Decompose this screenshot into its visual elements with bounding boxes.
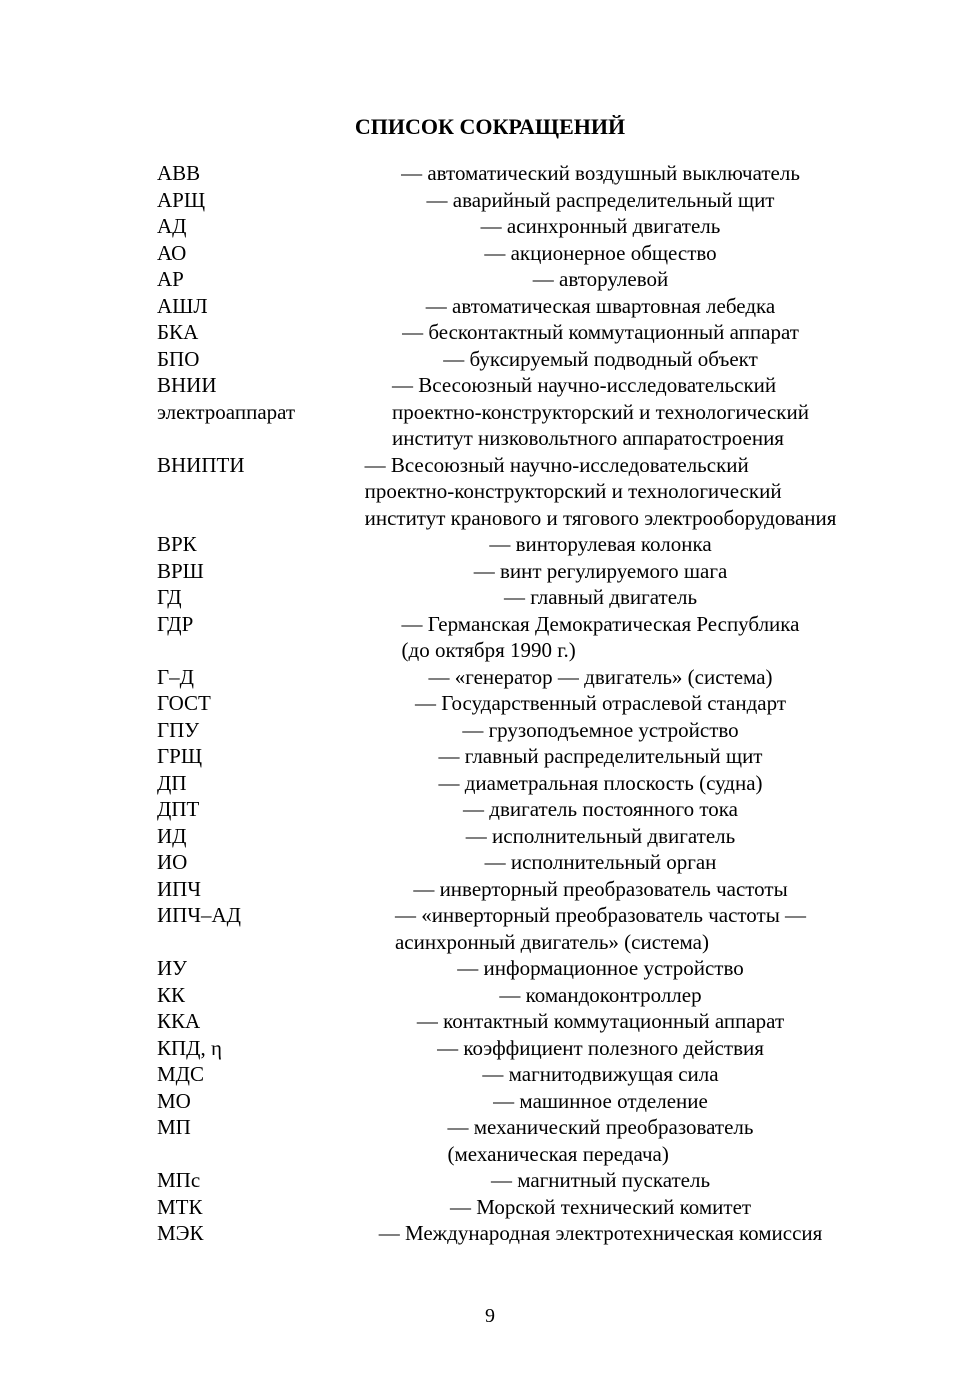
abbreviation-term: АР <box>157 267 184 291</box>
abbreviation-term: ИПЧ–АД <box>157 903 241 927</box>
abbreviation-term: АВВ <box>157 161 201 185</box>
abbreviation-entry <box>157 1008 877 1035</box>
abbreviation-definition: — магнитодвижущая сила <box>482 1062 719 1086</box>
abbreviation-term: ВРК <box>157 532 197 556</box>
abbreviation-definition: — грузоподъемное устройство <box>462 717 739 742</box>
abbreviation-definition: — машинное отделение <box>493 1088 708 1113</box>
abbreviation-term: МЭК <box>157 1221 204 1245</box>
abbreviation-entry <box>157 187 877 214</box>
abbreviation-definition: — винторулевая колонка <box>489 532 712 556</box>
abbreviation-term: ИО <box>157 850 188 874</box>
abbreviation-entry <box>157 770 877 797</box>
abbreviation-term: МО <box>157 1088 191 1113</box>
abbreviation-definition: — автоматическая швартовная лебедка <box>425 293 776 318</box>
abbreviation-definition: — коэффициент полезного действия <box>437 1035 764 1060</box>
abbreviation-definition: — двигатель постоянного тока <box>463 797 738 821</box>
abbreviation-definition: — авторулевой <box>532 267 669 291</box>
abbreviation-definition: — «инверторный преобразователь частоты — асинхронный двигатель» (система) <box>394 903 807 954</box>
abbreviation-entry <box>157 1088 877 1115</box>
abbreviation-term: ГДР <box>157 611 194 636</box>
abbreviation-entry <box>157 611 877 664</box>
abbreviation-definition: — Всесоюзный научно-исследовательский проектно-конструкторский и технологический институт кранового и тягового электрооборудования <box>364 452 837 530</box>
abbreviation-term: АД <box>157 214 187 238</box>
abbreviation-entry <box>157 266 877 293</box>
abbreviation-entry <box>157 1035 877 1062</box>
abbreviation-definition: — исполнительный двигатель <box>465 823 736 848</box>
abbreviation-entry <box>157 558 877 585</box>
abbreviation-definition: — Морской технический комитет <box>449 1194 752 1219</box>
abbreviation-definition: — акционерное общество <box>484 240 717 265</box>
abbreviation-entry <box>157 1167 877 1194</box>
abbreviation-term: ГПУ <box>157 717 200 742</box>
abbreviation-term: ВНИИ электроаппарат <box>157 373 296 424</box>
abbreviation-term: Г–Д <box>157 664 194 689</box>
abbreviation-entry <box>157 876 877 903</box>
abbreviation-term: МП <box>157 1115 191 1139</box>
abbreviation-term: ВРШ <box>157 558 204 583</box>
abbreviation-definition: — контактный коммутационный аппарат <box>416 1009 785 1033</box>
abbreviation-definition: — главный распределительный щит <box>438 744 763 768</box>
abbreviation-term: ГРЩ <box>157 744 203 768</box>
abbreviation-term: ГОСТ <box>157 691 211 715</box>
abbreviation-definition: — информационное устройство <box>457 956 744 980</box>
abbreviation-term: ИУ <box>157 956 188 980</box>
abbreviation-term: ДП <box>157 770 187 795</box>
abbreviation-definition: — исполнительный орган <box>484 850 717 874</box>
abbreviation-entry <box>157 849 877 876</box>
abbreviation-definition: — Германская Демократическая Республика (до октября 1990 г.) <box>401 611 800 662</box>
abbreviation-entry <box>157 213 877 240</box>
abbreviation-term: МПс <box>157 1168 201 1192</box>
abbreviation-term: БПО <box>157 346 200 371</box>
abbreviation-term: КК <box>157 982 186 1007</box>
abbreviation-entry <box>157 293 877 320</box>
abbreviation-entry <box>157 796 877 823</box>
page-title: СПИСОК СОКРАЩЕНИЙ <box>354 114 626 139</box>
page-number: 9 <box>485 1305 495 1327</box>
abbreviation-definition: — механический преобразователь (механическая передача) <box>447 1115 754 1166</box>
abbreviation-entry <box>157 372 877 452</box>
abbreviation-entry <box>157 1114 877 1167</box>
abbreviation-term: АРЩ <box>157 187 206 212</box>
abbreviation-entry <box>157 1061 877 1088</box>
abbreviation-definition: — главный двигатель <box>503 585 698 609</box>
abbreviation-entry <box>157 743 877 770</box>
abbreviation-entry <box>157 664 877 691</box>
abbreviation-definition: — аварийный распределительный щит <box>426 187 775 212</box>
abbreviation-entry <box>157 584 877 611</box>
abbreviation-definition: — винт регулируемого шага <box>473 558 728 583</box>
abbreviation-definition: — диаметральная плоскость (судна) <box>438 770 763 795</box>
abbreviation-term: ДПТ <box>157 797 200 821</box>
abbreviation-entry <box>157 955 877 982</box>
abbreviation-term: ГД <box>157 585 182 609</box>
abbreviation-term: ККА <box>157 1009 201 1033</box>
abbreviation-term: ИПЧ <box>157 876 201 901</box>
abbreviation-entry <box>157 982 877 1009</box>
abbreviation-definition: — буксируемый подводный объект <box>443 346 758 371</box>
abbreviation-entry <box>157 717 877 744</box>
abbreviation-definition: — асинхронный двигатель <box>480 214 721 238</box>
abbreviation-definition: — Всесоюзный научно-исследовательский проектно-конструкторский и технологический институт низковольтного аппаратостроения <box>392 373 809 450</box>
abbreviation-term: МТК <box>157 1194 203 1219</box>
abbreviation-definition: — инверторный преобразователь частоты <box>413 876 788 901</box>
abbreviation-entry <box>157 346 877 373</box>
abbreviation-entry <box>157 531 877 558</box>
abbreviation-term: КПД, η <box>157 1035 222 1060</box>
abbreviation-definition: — «генератор — двигатель» (система) <box>428 664 773 689</box>
abbreviation-definition: — бесконтактный коммутационный аппарат <box>402 320 799 344</box>
abbreviation-definition: — Международная электротехническая комиссия <box>378 1221 823 1245</box>
abbreviation-definition: — магнитный пускатель <box>490 1168 711 1192</box>
abbreviation-term: БКА <box>157 320 199 344</box>
abbreviation-entry <box>157 452 877 532</box>
abbreviation-term: АШЛ <box>157 293 208 318</box>
abbreviation-entry <box>157 319 877 346</box>
abbreviation-entry <box>157 1194 877 1221</box>
abbreviation-term: АО <box>157 240 187 265</box>
abbreviation-term: МДС <box>157 1062 205 1086</box>
abbreviation-entry <box>157 823 877 850</box>
abbreviation-list <box>157 160 877 1247</box>
abbreviation-entry <box>157 690 877 717</box>
abbreviation-entry <box>157 1220 877 1247</box>
abbreviation-definition: — Государственный отраслевой стандарт <box>414 691 787 715</box>
abbreviation-entry <box>157 902 877 955</box>
abbreviation-entry <box>157 240 877 267</box>
abbreviation-entry <box>157 160 877 187</box>
abbreviation-term: ИД <box>157 823 187 848</box>
abbreviation-definition: — автоматический воздушный выключатель <box>401 161 800 185</box>
abbreviation-term: ВНИПТИ <box>157 452 245 477</box>
abbreviation-definition: — командоконтроллер <box>499 982 702 1007</box>
